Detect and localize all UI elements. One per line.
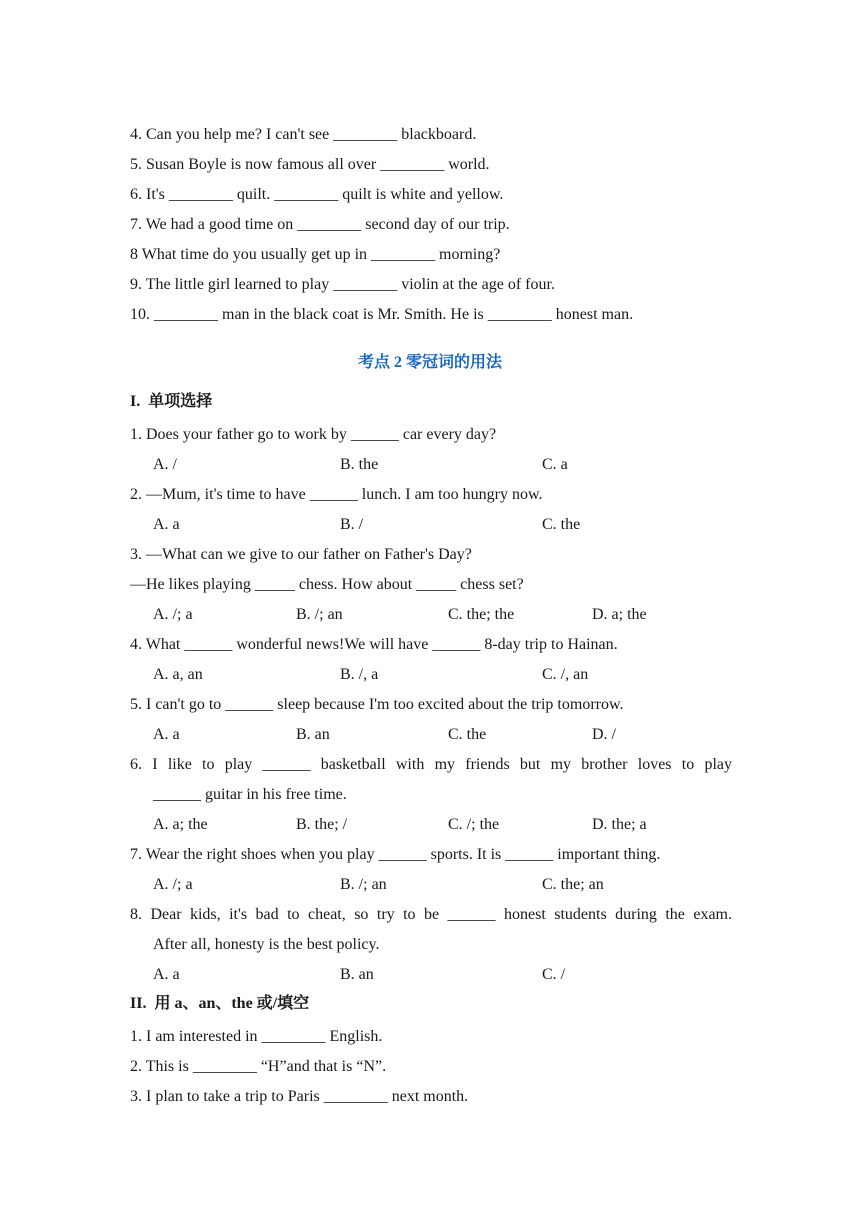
options-row — [0, 605, 860, 625]
option-c[interactable]: C. / — [542, 966, 566, 983]
question-stem: 6. I like to play ______ basketball with my friends but my brother loves to play — [130, 756, 732, 773]
options-row — [0, 725, 860, 745]
question-stem: 8. Dear kids, it's bad to cheat, so try to be ______ honest students during the exam. — [130, 906, 732, 923]
option-b[interactable]: B. the — [340, 456, 379, 473]
options-row — [0, 815, 860, 835]
options-row — [0, 965, 860, 985]
question-stem-continued: After all, honesty is the best policy. — [153, 936, 380, 953]
options-row — [0, 455, 860, 475]
question-stem: 3. —What can we give to our father on Father's Day? — [130, 546, 472, 563]
question-stem: 1. Does your father go to work by ______ car every day? — [130, 426, 497, 443]
fill-item-8: 8 What time do you usually get up in ________ morning? — [130, 246, 501, 263]
option-a[interactable]: A. / — [153, 456, 177, 473]
option-c[interactable]: C. the — [448, 726, 487, 743]
section-heading-fill-in: II. 用 a、an、the 或/填空 — [130, 995, 310, 1012]
question-stem: 5. I can't go to ______ sleep because I'm too excited about the trip tomorrow. — [130, 696, 624, 713]
option-a[interactable]: A. a, an — [153, 666, 203, 683]
option-a[interactable]: A. a — [153, 726, 180, 743]
question-stem-continued: ______ guitar in his free time. — [153, 786, 347, 803]
option-d[interactable]: D. / — [592, 726, 616, 743]
option-d[interactable]: D. a; the — [592, 606, 647, 623]
option-b[interactable]: B. /, a — [340, 666, 379, 683]
question-stem: 2. —Mum, it's time to have ______ lunch. I am too hungry now. — [130, 486, 543, 503]
option-c[interactable]: C. the; the — [448, 606, 515, 623]
section-heading-multiple-choice: I. 单项选择 — [130, 393, 213, 410]
option-b[interactable]: B. the; / — [296, 816, 348, 833]
fill-item-5: 5. Susan Boyle is now famous all over ________ world. — [130, 156, 490, 173]
question-stem: 7. Wear the right shoes when you play ______ sports. It is ______ important thing. — [130, 846, 661, 863]
options-row — [0, 665, 860, 685]
option-b[interactable]: B. an — [296, 726, 330, 743]
fill-item-9: 9. The little girl learned to play ________ violin at the age of four. — [130, 276, 555, 293]
fill-item-10: 10. ________ man in the black coat is Mr. Smith. He is ________ honest man. — [130, 306, 634, 323]
option-a[interactable]: A. a — [153, 516, 180, 533]
option-c[interactable]: C. /, an — [542, 666, 589, 683]
question-stem: 4. What ______ wonderful news!We will have ______ 8-day trip to Hainan. — [130, 636, 618, 653]
option-c[interactable]: C. the — [542, 516, 581, 533]
option-b[interactable]: B. an — [340, 966, 374, 983]
option-c[interactable]: C. /; the — [448, 816, 500, 833]
question-stem-continued: —He likes playing _____ chess. How about _____ chess set? — [130, 576, 524, 593]
option-d[interactable]: D. the; a — [592, 816, 647, 833]
options-row — [0, 875, 860, 895]
section-title: 考点 2 零冠词的用法 — [357, 354, 502, 371]
fill-item-6: 6. It's ________ quilt. ________ quilt is white and yellow. — [130, 186, 504, 203]
options-row — [0, 515, 860, 535]
option-b[interactable]: B. /; an — [296, 606, 343, 623]
option-a[interactable]: A. a — [153, 966, 180, 983]
option-c[interactable]: C. a — [542, 456, 568, 473]
fill-in-item: 1. I am interested in ________ English. — [130, 1028, 383, 1045]
option-b[interactable]: B. /; an — [340, 876, 387, 893]
fill-in-item: 3. I plan to take a trip to Paris ________ next month. — [130, 1088, 469, 1105]
option-a[interactable]: A. /; a — [153, 606, 193, 623]
option-a[interactable]: A. /; a — [153, 876, 193, 893]
fill-in-item: 2. This is ________ “H”and that is “N”. — [130, 1058, 387, 1075]
option-b[interactable]: B. / — [340, 516, 364, 533]
fill-item-7: 7. We had a good time on ________ second day of our trip. — [130, 216, 510, 233]
option-a[interactable]: A. a; the — [153, 816, 208, 833]
fill-item-4: 4. Can you help me? I can't see ________ blackboard. — [130, 126, 477, 143]
option-c[interactable]: C. the; an — [542, 876, 604, 893]
